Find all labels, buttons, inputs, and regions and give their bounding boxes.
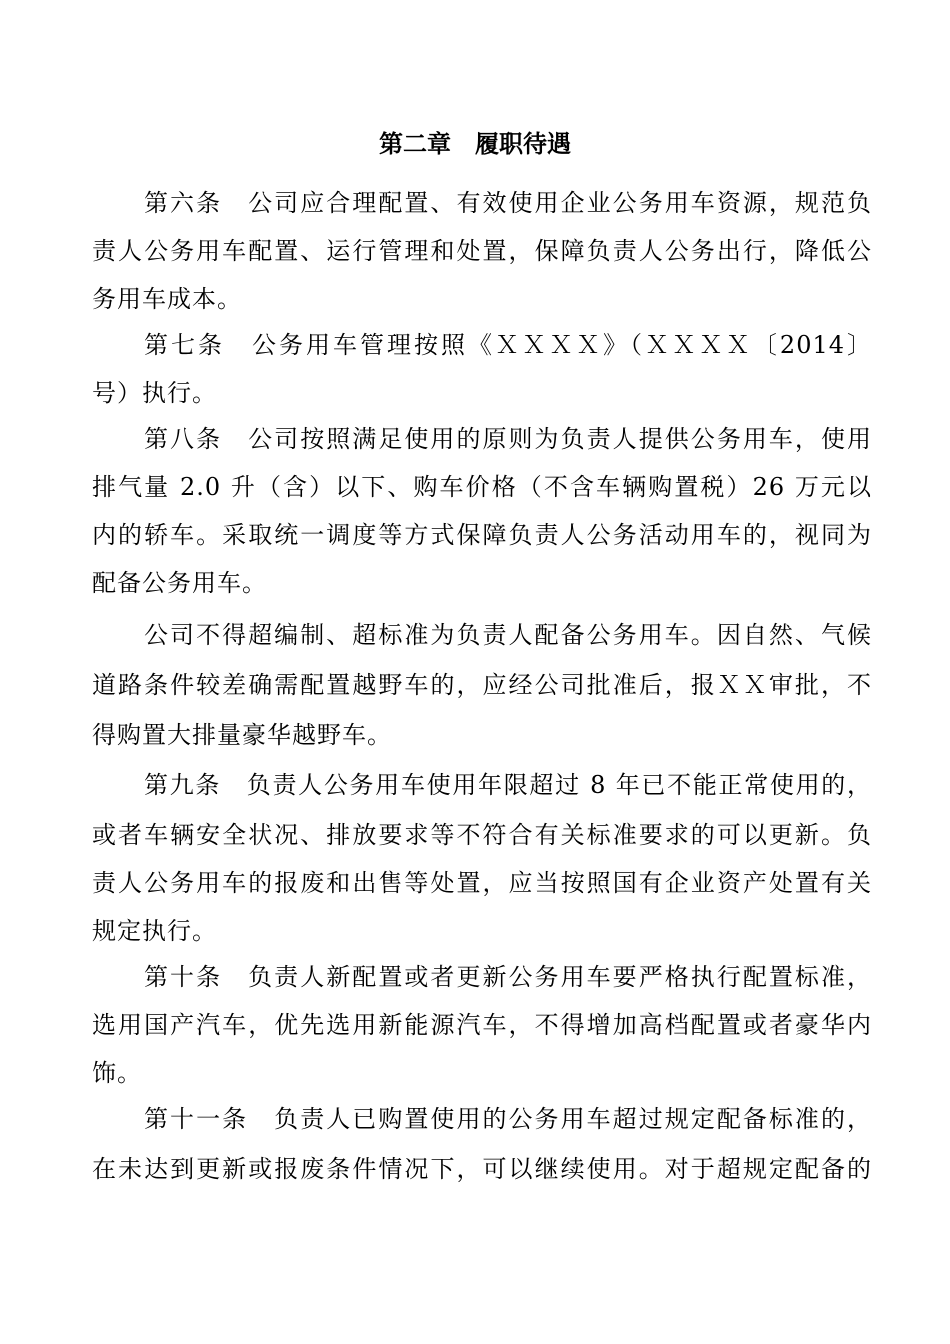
text-line: 公司不得超编制、超标准为负责人配备公务用车。因自然、气候	[144, 621, 872, 649]
text-line: 第十条 负责人新配置或者更新公务用车要严格执行配置标准，	[144, 963, 872, 991]
text-line: 第八条 公司按照满足使用的原则为负责人提供公务用车，使用	[144, 425, 872, 453]
text-line: 第七条 公务用车管理按照《ＸＸＸＸ》（ＸＸＸＸ〔2014〕	[144, 331, 872, 359]
text-line: 选用国产汽车，优先选用新能源汽车，不得增加高档配置或者豪华内	[92, 1011, 872, 1039]
text-line: 得购置大排量豪华越野车。	[92, 721, 392, 749]
chapter-title: 第二章 履职待遇	[379, 130, 571, 158]
text-line: 排气量 2.0 升（含）以下、购车价格（不含车辆购置税）26 万元以	[92, 473, 872, 501]
text-line: 规定执行。	[92, 917, 217, 945]
text-line: 务用车成本。	[92, 285, 242, 313]
text-line: 号）执行。	[92, 379, 217, 407]
text-line: 第十一条 负责人已购置使用的公务用车超过规定配备标准的，	[144, 1105, 872, 1133]
text-line: 责人公务用车的报废和出售等处置，应当按照国有企业资产处置有关	[92, 869, 872, 897]
text-line: 道路条件较差确需配置越野车的，应经公司批准后，报ＸＸ审批，不	[92, 671, 872, 699]
text-line: 内的轿车。采取统一调度等方式保障负责人公务活动用车的，视同为	[92, 521, 872, 549]
text-line: 责人公务用车配置、运行管理和处置，保障负责人公务出行，降低公	[92, 237, 872, 265]
text-line: 第六条 公司应合理配置、有效使用企业公务用车资源，规范负	[144, 189, 872, 217]
text-line: 第九条 负责人公务用车使用年限超过 8 年已不能正常使用的，	[144, 771, 872, 799]
text-line: 在未达到更新或报废条件情况下，可以继续使用。对于超规定配备的	[92, 1155, 872, 1183]
text-line: 或者车辆安全状况、排放要求等不符合有关标准要求的可以更新。负	[92, 821, 872, 849]
text-line: 配备公务用车。	[92, 569, 267, 597]
text-line: 饰。	[92, 1059, 142, 1087]
